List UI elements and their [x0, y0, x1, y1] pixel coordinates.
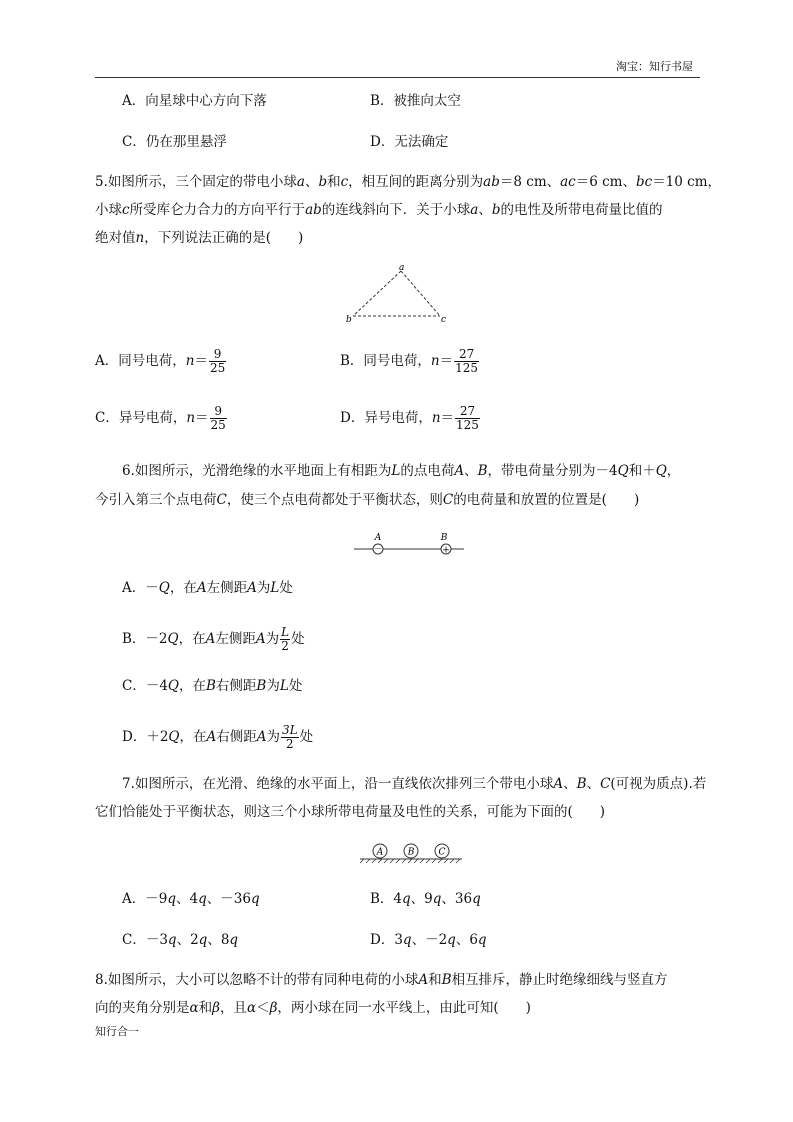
q8-line-2: 向的夹角分别是α和β，且α＜β，两小球在同一水平线上，由此可知( )	[95, 1000, 531, 1016]
q7-line-1: 7.如图所示，在光滑、绝缘的水平面上，沿一直线依次排列三个带电小球A、B、C(可视为质点).若	[122, 776, 707, 792]
label-c: c	[441, 315, 447, 324]
charge-a-sign: －	[373, 545, 383, 555]
ball-b-label: B	[407, 847, 415, 858]
q7-option-d: D．3q、－2q、6q	[370, 932, 487, 948]
label-b: b	[346, 315, 352, 324]
ball-a-label: A	[376, 847, 384, 858]
q4-option-d: D．无法确定	[370, 134, 449, 150]
q7-option-c: C．－3q、2q、8q	[122, 932, 239, 948]
label-a: a	[399, 263, 405, 273]
q5-option-d: D．异号电荷，n＝ $\frac{27}{125}$	[340, 404, 479, 432]
q7-line-2: 它们恰能处于平衡状态，则这三个小球所带电荷量及电性的关系，可能为下面的( )	[95, 804, 606, 820]
q4-option-c: C．仍在那里悬浮	[122, 134, 227, 150]
q5-line-3: 绝对值n，下列说法正确的是( )	[95, 230, 304, 246]
ball-c-label: C	[438, 847, 446, 858]
q6-option-b: B．－2Q，在A左侧距A为 $\frac{L}{2}$ 处	[122, 625, 305, 653]
q5-line-2: 小球c所受库仑力合力的方向平行于ab的连线斜向下．关于小球a、b的电性及所带电荷量比值的	[95, 202, 663, 218]
label-a: A	[374, 533, 382, 543]
q7-option-b: B．4q、9q、36q	[370, 891, 481, 907]
q5-triangle-figure	[340, 262, 455, 324]
q5-option-a: A．同号电荷，n＝ $\frac{9}{25}$	[95, 347, 226, 375]
q5-option-c: C．异号电荷，n＝ $\frac{9}{25}$	[95, 404, 226, 432]
q7-balls-figure	[360, 840, 465, 864]
edge-ab	[353, 271, 401, 316]
q6-option-c: C．－4Q，在B右侧距B为L处	[122, 678, 303, 694]
q6-option-a: A．－Q，在A左侧距A为L处	[122, 580, 293, 596]
q6-charges-figure	[352, 530, 467, 556]
q7-option-a: A．－9q、4q、－36q	[122, 891, 260, 907]
header-rule	[95, 77, 700, 78]
surface-hatching	[360, 859, 460, 863]
q6-line-2: 今引入第三个点电荷C，使三个点电荷都处于平衡状态，则C的电荷量和放置的位置是( )	[95, 492, 640, 508]
q6-option-d: D．＋2Q，在A右侧距A为 $\frac{3L}{2}$ 处	[122, 723, 314, 751]
q5-line-1: 5.如图所示，三个固定的带电小球a、b和c，相互间的距离分别为ab＝8 cm、ac＝6 cm、bc＝10 cm，	[95, 174, 722, 190]
charge-b-sign: +	[442, 545, 450, 556]
header-shop: 淘宝：知行书屋	[616, 60, 693, 73]
edge-ac	[401, 271, 440, 316]
q5-option-b: B．同号电荷，n＝ $\frac{27}{125}$	[340, 347, 479, 375]
q4-option-a: A．向星球中心方向下落	[122, 93, 267, 109]
q4-option-b: B．被推向太空	[370, 93, 461, 109]
q8-line-1: 8.如图所示，大小可以忽略不计的带有同种电荷的小球A和B相互排斥，静止时绝缘细线与竖直方	[95, 972, 668, 988]
q6-line-1: 6.如图所示，光滑绝缘的水平地面上有相距为L的点电荷A、B，带电荷量分别为－4Q和＋Q，	[122, 463, 681, 479]
footer-label: 知行合一	[95, 1025, 139, 1038]
label-b: B	[440, 533, 448, 543]
